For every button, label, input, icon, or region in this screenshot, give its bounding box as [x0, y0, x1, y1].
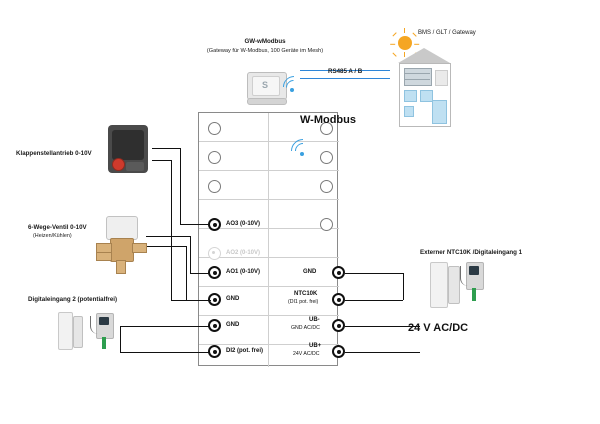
device-label-di2: Digitaleingang 2 (potentialfrei)	[28, 296, 118, 303]
wire-actuator-v	[180, 148, 181, 224]
sun-ray	[392, 32, 397, 37]
device-sublabel-valve: (Heizen/Kühlen)	[33, 233, 72, 239]
power-supply-label: 24 V AC/DC	[408, 322, 469, 334]
terminal-label-gnd-2: GND	[226, 322, 240, 328]
terminal-ao2[interactable]	[208, 247, 221, 260]
terminal-label-gnd-right: GND	[303, 269, 317, 275]
probe-cable	[90, 316, 99, 334]
wire-ntc-v	[403, 273, 404, 300]
terminal-ub-minus[interactable]	[332, 319, 345, 332]
terminal-ub-plus[interactable]	[332, 345, 345, 358]
wire-ub-plus	[345, 352, 420, 353]
house-panel-side	[435, 70, 448, 86]
terminal-left-2[interactable]	[208, 151, 221, 164]
valve-pipe-left2	[96, 252, 112, 261]
gateway-logo: S	[262, 80, 269, 90]
terminal-label-ub-minus: UB-	[309, 317, 320, 323]
damper-actuator-face	[112, 130, 144, 160]
terminal-right-4[interactable]	[320, 218, 333, 231]
house-roof	[398, 48, 450, 63]
terminal-sub-ntc10k: (DI1 pot. frei)	[288, 299, 319, 305]
sun-ray	[412, 32, 417, 37]
terminal-right-3[interactable]	[320, 180, 333, 193]
device-label-damper: Klappenstellantrieb 0-10V	[16, 150, 92, 157]
device-label-ntc: Externer NTC10K /Digitaleingang 1	[420, 249, 523, 256]
house-window	[404, 106, 414, 117]
terminal-ntc10k[interactable]	[332, 293, 345, 306]
terminal-left-1[interactable]	[208, 122, 221, 135]
sun-ray	[392, 52, 397, 57]
bms-label: BMS / GLT / Gateway	[418, 30, 476, 36]
terminal-label-di2: DI2 (pot. frei)	[226, 348, 263, 354]
wire-valve-gnd-v	[186, 246, 187, 300]
terminal-label-ub-plus: UB+	[309, 343, 322, 349]
ntc-sensor-magnet	[448, 266, 460, 304]
ntc-probe-tip	[472, 288, 476, 301]
damper-actuator-knob	[112, 158, 125, 171]
terminal-label-ao2: AO2 (0-10V)	[226, 250, 261, 256]
pv-panel	[404, 68, 432, 86]
sun-ray	[390, 44, 395, 45]
house-window	[432, 100, 447, 124]
wire-di2-gnd	[120, 326, 210, 327]
terminal-sub-ub-plus: 24V AC/DC	[293, 351, 320, 357]
handheld-probe-screen	[99, 317, 109, 325]
wire-actuator-h2	[180, 224, 210, 225]
gateway-description: (Gateway für W-Modbus, 100 Geräte im Mesh)	[206, 48, 324, 54]
contact-sensor-magnet	[73, 316, 83, 348]
wmodbus-title: W-Modbus	[300, 114, 356, 126]
sun-ray	[414, 44, 419, 45]
pv-grid-line	[404, 73, 430, 74]
ntc-sensor-body	[430, 262, 448, 308]
valve-motor	[106, 216, 138, 240]
gateway-device-base	[247, 98, 287, 105]
wire-actuator-gnd-v	[171, 160, 172, 300]
handheld-probe-tip	[102, 337, 106, 349]
terminal-left-3[interactable]	[208, 180, 221, 193]
rs485-line-b	[300, 78, 390, 79]
gateway-title: GW-wModbus	[244, 38, 286, 45]
terminal-label-ntc10k: NTC10K	[294, 291, 318, 297]
wire-actuator-gnd-h2	[171, 300, 211, 301]
terminal-sub-ub-minus: GND AC/DC	[291, 325, 320, 331]
terminal-label-gnd-1: GND	[226, 296, 240, 302]
wire-valve-h2	[190, 273, 210, 274]
ntc-probe-cable	[460, 266, 469, 286]
rs485-label: RS485 A / B	[328, 68, 363, 75]
terminal-label-ao1: AO1 (0-10V)	[226, 269, 261, 275]
damper-actuator-connector	[126, 162, 144, 171]
device-label-valve: 6-Wege-Ventil 0-10V	[28, 224, 87, 231]
wire-ntc-gnd	[345, 273, 403, 274]
pv-grid-line	[404, 79, 430, 80]
wire-di2-signal	[120, 352, 210, 353]
wire-di2-v	[120, 326, 121, 352]
wire-actuator-gnd-h1	[152, 160, 171, 161]
wire-valve-h1	[146, 236, 190, 237]
contact-sensor-body	[58, 312, 73, 350]
house-window	[404, 90, 417, 102]
valve-pipe-bottom	[116, 260, 126, 274]
wire-valve-v	[190, 236, 191, 273]
ntc-probe-screen	[469, 266, 479, 275]
terminal-right-2[interactable]	[320, 151, 333, 164]
wire-valve-gnd-h1	[146, 246, 186, 247]
wire-ntc-signal	[345, 300, 403, 301]
wire-actuator-h1	[152, 148, 180, 149]
terminal-gnd-right[interactable]	[332, 266, 345, 279]
valve-body	[110, 238, 134, 262]
valve-pipe-right	[132, 243, 147, 253]
terminal-label-ao3: AO3 (0-10V)	[226, 221, 261, 227]
sun-ray	[404, 28, 405, 33]
